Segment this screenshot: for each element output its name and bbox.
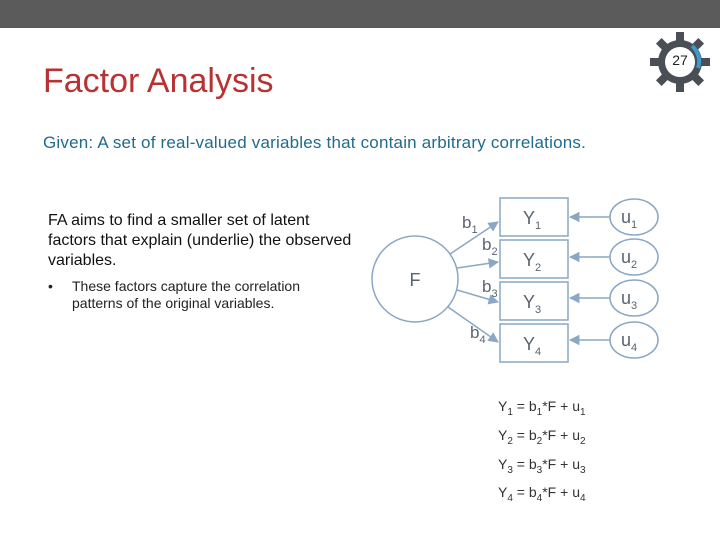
factor-label: F <box>409 270 421 290</box>
bullet-text: These factors capture the correlation patterns of the original variables. <box>72 278 301 311</box>
slide-number: 27 <box>672 52 688 68</box>
factor-diagram <box>370 192 670 367</box>
bullet-marker: • <box>48 278 53 294</box>
error-label-4: $u_4$ <box>621 330 638 354</box>
slide-title: Factor Analysis <box>43 62 274 100</box>
equation-4: $Y_4 = b_4*F + u_4$ <box>498 484 586 505</box>
observed-label-2: $Y_2$ <box>523 250 542 274</box>
equation-1: $Y_1 = b_1*F + u_1$ <box>498 398 586 418</box>
loading-label-4: $b_4$ <box>470 323 486 346</box>
error-label-1: $u_1$ <box>621 207 638 231</box>
observed-label-3: $Y_3$ <box>523 292 542 316</box>
loading-label-3: $b_3$ <box>482 277 498 300</box>
equation-2: $Y_2 = b_2*F + u_2$ <box>498 426 586 447</box>
loading-arrow-2 <box>457 262 498 268</box>
top-bar <box>0 0 720 28</box>
equation-3: $Y_3 = b_3*F + u_3$ <box>498 455 586 476</box>
observed-label-4: $Y_4$ <box>523 334 542 358</box>
equation-list <box>498 395 586 510</box>
observed-label-1: $Y_1$ <box>523 208 542 232</box>
error-label-3: $u_3$ <box>621 288 638 312</box>
given-statement: Given: A set of real-valued variables that contain arbitrary correlations. <box>43 133 587 152</box>
error-label-2: $u_2$ <box>621 247 638 271</box>
main-point: FA aims to find a smaller set of latent factors that explain (underlie) the observed variables. <box>48 212 352 269</box>
loading-label-2: $b_2$ <box>482 235 498 258</box>
bullet-item <box>48 278 348 312</box>
loading-label-1: $b_1$ <box>462 213 478 236</box>
